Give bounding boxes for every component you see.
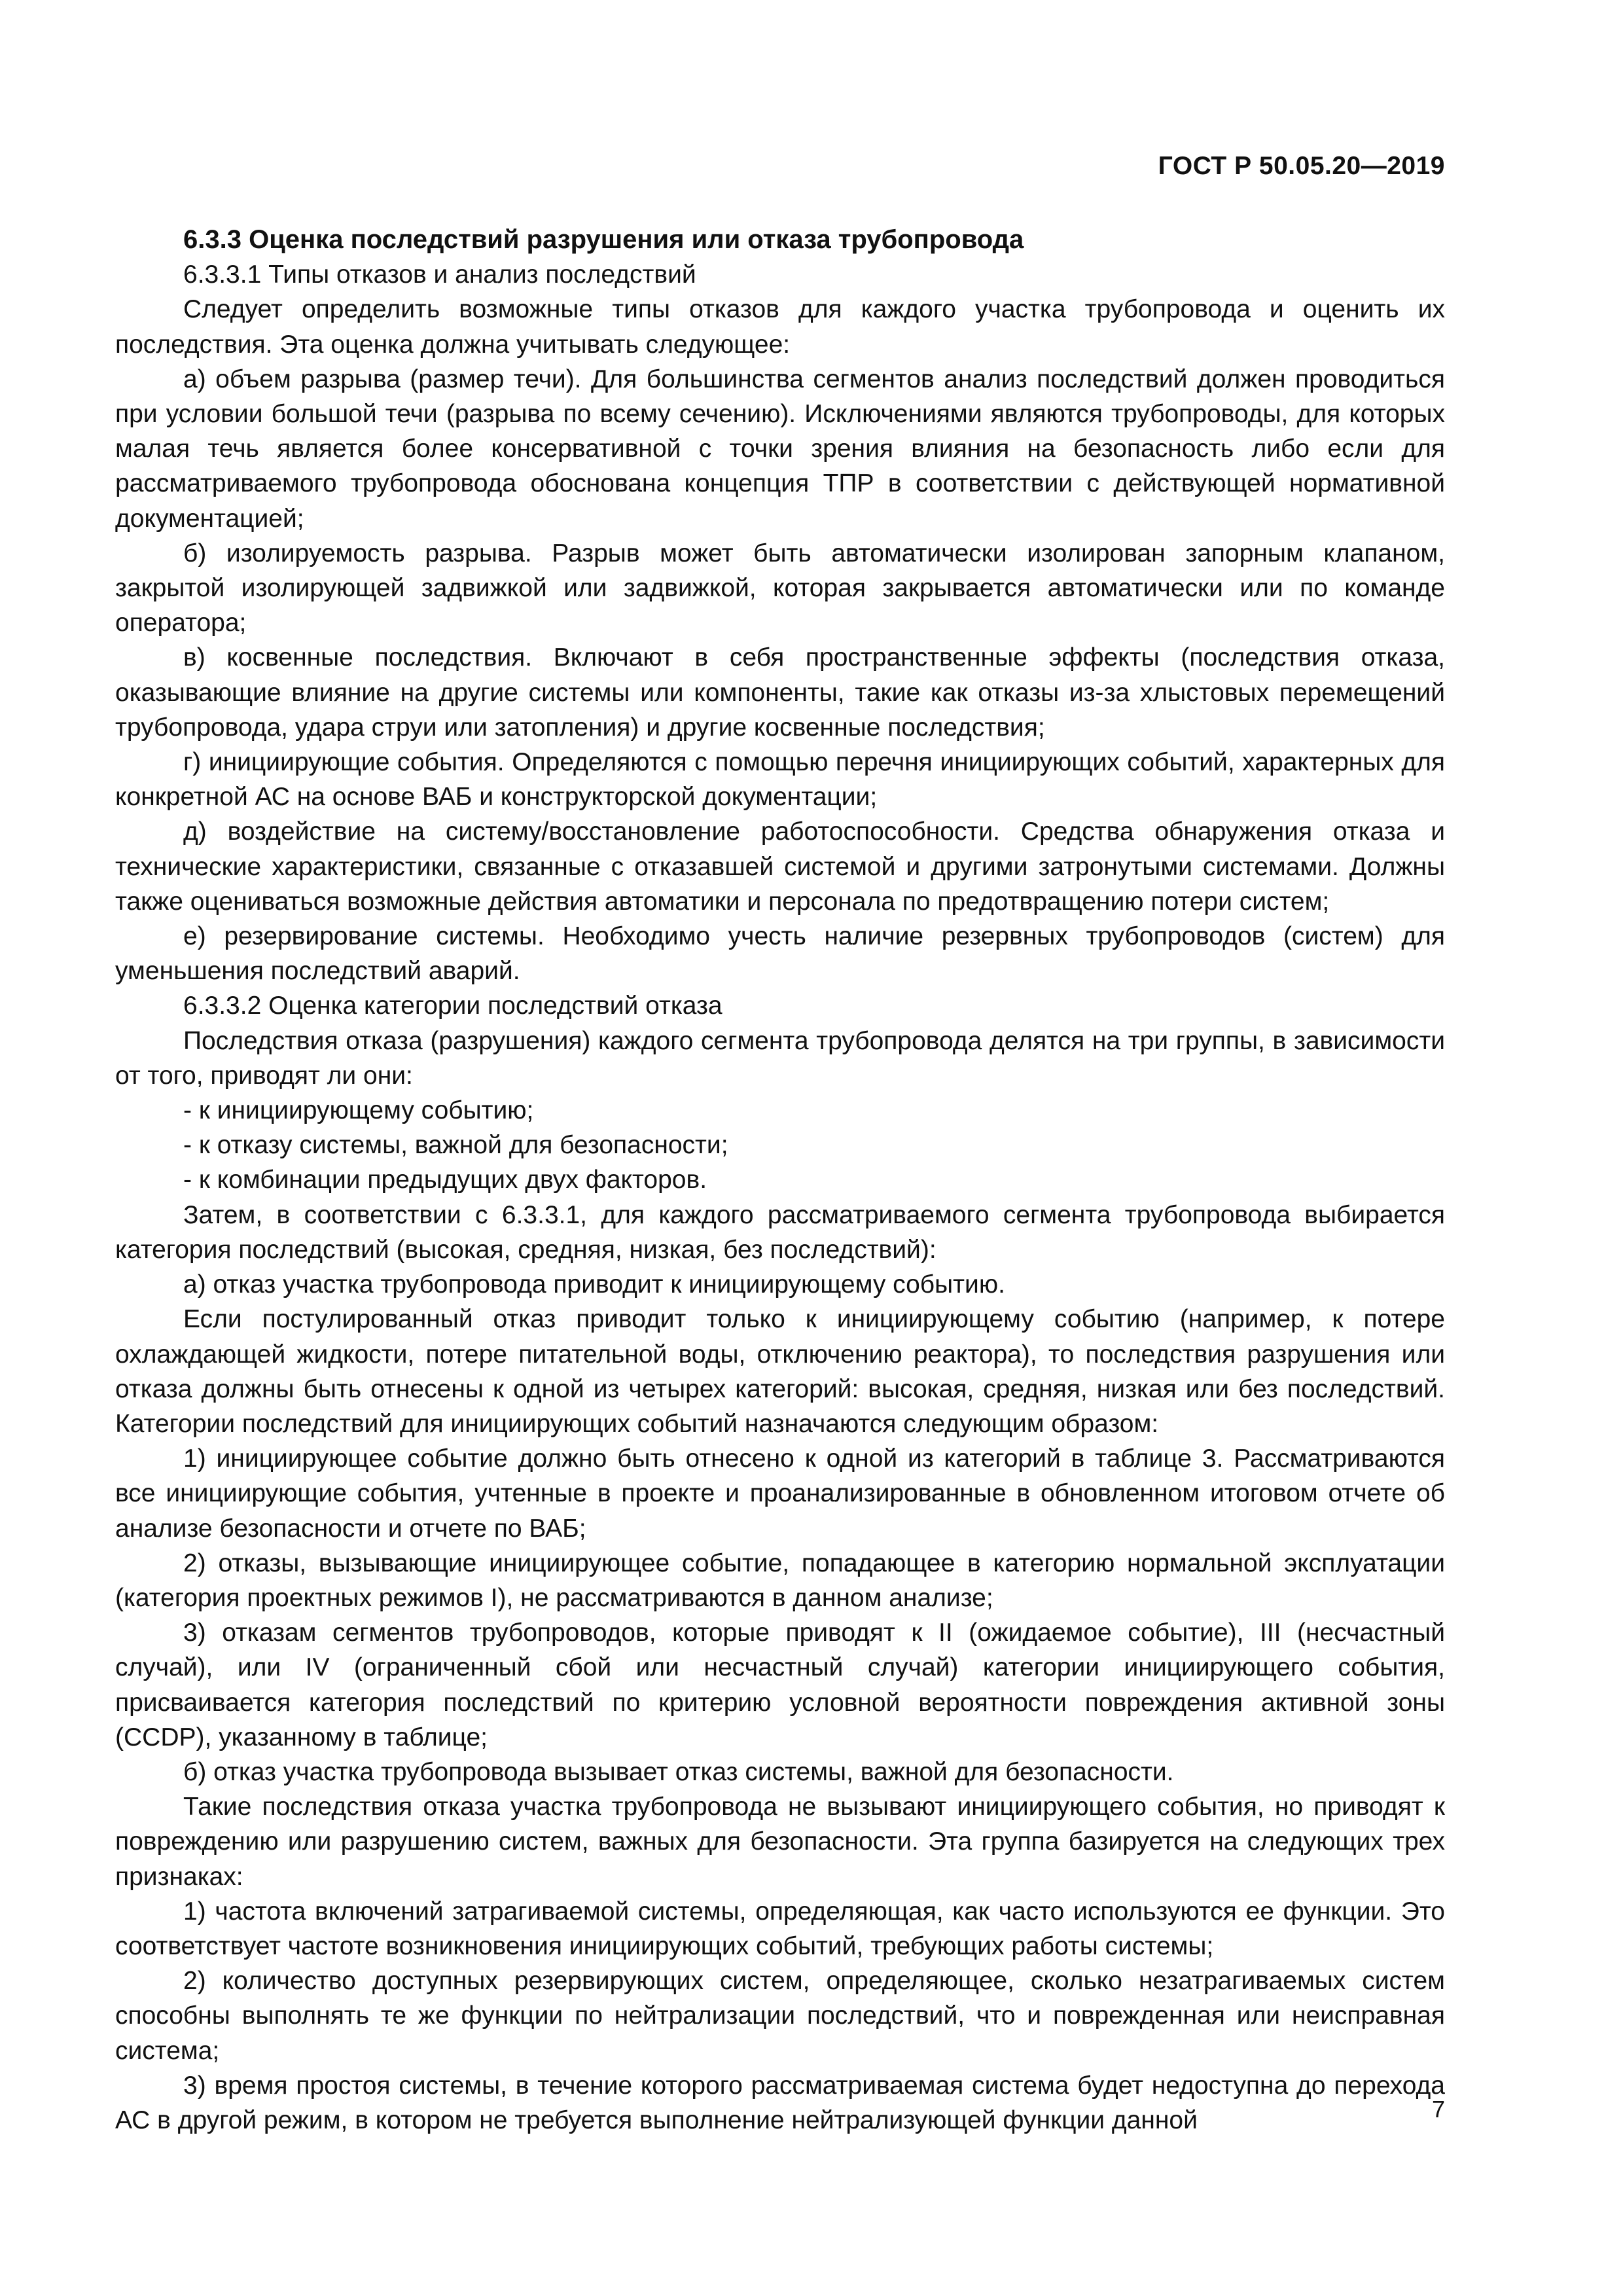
standard-code: ГОСТ Р 50.05.20—2019: [1158, 152, 1445, 180]
list-item: 2) отказы, вызывающие инициирующее событие, попадающее в категорию нормальной эксплуатации (категория проектных режимов I), не рассматриваются в данном анализе;: [115, 1549, 1445, 1612]
list-item: 3) отказам сегментов трубопроводов, которые приводят к II (ожидаемое событие), III (несчастный случай), или IV (ограниченный сбой или несчастный случай) категории инициирующего события, присваивается категория последствий по критерию условной вероятности повреждения активной зоны (CCDP), указанному в таблице;: [115, 1619, 1445, 1751]
subsection-title: 6.3.3.2 Оценка категории последствий отказа: [183, 992, 722, 1020]
list-item: 3) время простоя системы, в течение которого рассматриваемая система будет недоступна до перехода АС в другой режим, в котором не требуется выполнение нейтрализующей функции данной: [115, 2071, 1445, 2134]
list-item: д) воздействие на систему/восстановление работоспособности. Средства обнаружения отказа и технические характеристики, связанные с отказавшей системой и другими затронутыми системами. Должны также оцениваться возможные действия автоматики и персонала по предотвращению потери систем;: [115, 817, 1445, 916]
paragraph: Последствия отказа (разрушения) каждого сегмента трубопровода делятся на три группы, в зависимости от того, приводят ли они:: [115, 1026, 1445, 1090]
list-item: б) отказ участка трубопровода вызывает отказ системы, важной для безопасности.: [183, 1757, 1174, 1786]
list-item: е) резервирование системы. Необходимо учесть наличие резервных трубопроводов (систем) для уменьшения последствий аварий.: [115, 922, 1445, 986]
document-body: [115, 223, 1445, 2138]
list-item: - к комбинации предыдущих двух факторов.: [183, 1166, 707, 1194]
list-item: - к инициирующему событию;: [183, 1096, 534, 1125]
list-item: а) отказ участка трубопровода приводит к инициирующему событию.: [183, 1270, 1005, 1299]
list-item: б) изолируемость разрыва. Разрыв может быть автоматически изолирован запорным клапаном, закрытой изолирующей задвижкой или задвижкой, которая закрывается автоматически или по команде оператора;: [115, 539, 1445, 637]
paragraph: Затем, в соответствии с 6.3.3.1, для каждого рассматриваемого сегмента трубопровода выбирается категория последствий (высокая, средняя, низкая, без последствий):: [115, 1200, 1445, 1264]
paragraph: Если постулированный отказ приводит только к инициирующему событию (например, к потере охлаждающей жидкости, потере питательной воды, отключению реактора), то последствия разрушения или отказа должны быть отнесены к одной из четырех категорий: высокая, средняя, низкая или без последствий. Категории последствий для инициирующих событий назначаются следующим образом:: [115, 1305, 1445, 1438]
section-heading: 6.3.3 Оценка последствий разрушения или отказа трубопровода: [183, 225, 1024, 254]
list-item: 2) количество доступных резервирующих систем, определяющее, сколько незатрагиваемых систем способны выполнять те же функции по нейтрализации последствий, что и поврежденная или неисправная система;: [115, 1967, 1445, 2065]
paragraph: Следует определить возможные типы отказов для каждого участка трубопровода и оценить их последствия. Эта оценка должна учитывать следующее:: [115, 295, 1445, 359]
paragraph: Такие последствия отказа участка трубопровода не вызывают инициирующего события, но приводят к повреждению или разрушению систем, важных для безопасности. Эта группа базируется на следующих трех признаках:: [115, 1793, 1445, 1891]
list-item: - к отказу системы, важной для безопасности;: [183, 1131, 728, 1160]
list-item: 1) частота включений затрагиваемой системы, определяющая, как часто используются ее функции. Это соответствует частоте возникновения инициирующих событий, требующих работы системы;: [115, 1897, 1445, 1960]
list-item: г) инициирующие события. Определяются с помощью перечня инициирующих событий, характерных для конкретной АС на основе ВАБ и конструкторской документации;: [115, 748, 1445, 812]
list-item: 1) инициирующее событие должно быть отнесено к одной из категорий в таблице 3. Рассматриваются все инициирующие события, учтенные в проекте и проанализированные в обновленном итоговом отчете об анализе безопасности и отчете по ВАБ;: [115, 1444, 1445, 1543]
list-item: а) объем разрыва (размер течи). Для большинства сегментов анализ последствий должен проводиться при условии большой течи (разрыва по всему сечению). Исключениями являются трубопроводы, для которых малая течь является более консервативной с точки зрения влияния на безопасность либо если для рассматриваемого трубопровода обоснована концепция ТПР в соответствии с действующей нормативной документацией;: [115, 365, 1445, 533]
list-item: в) косвенные последствия. Включают в себя пространственные эффекты (последствия отказа, оказывающие влияние на другие системы или компоненты, такие как отказы из-за хлыстовых перемещений трубопровода, удара струи или затопления) и другие косвенные последствия;: [115, 643, 1445, 742]
subsection-title: 6.3.3.1 Типы отказов и анализ последствий: [183, 260, 696, 289]
page-number: 7: [1431, 2096, 1445, 2123]
